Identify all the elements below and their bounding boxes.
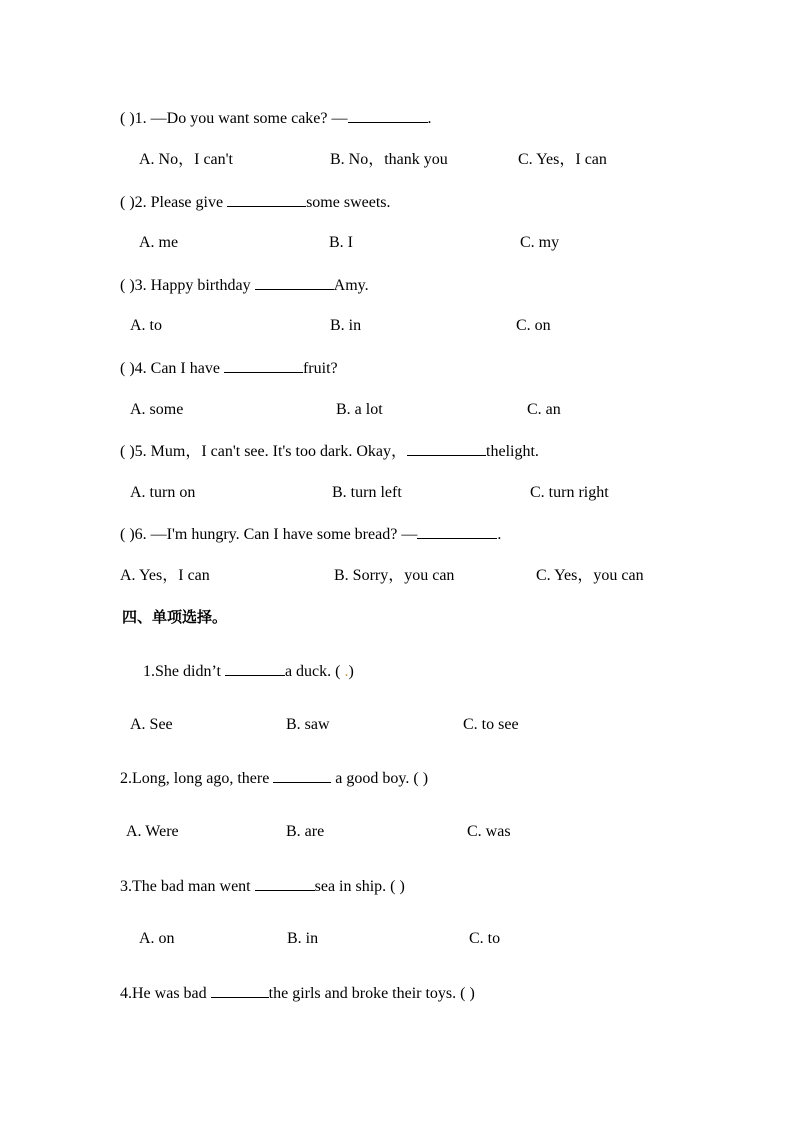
question-a5	[120, 441, 539, 462]
question-a6	[120, 524, 501, 545]
answer-blank	[227, 192, 306, 207]
question-stem-end: the girls and broke their toys. ( )	[268, 985, 475, 1002]
question-stem: 6. —I'm hungry. Can I have some bread? —	[134, 526, 418, 543]
option-a4-b: B. a lot	[336, 401, 383, 418]
option-a2-c: C. my	[520, 234, 560, 251]
option-b2-a: A. Were	[126, 823, 179, 840]
option-b2-c: C. was	[467, 823, 511, 840]
question-stem-end: thelight.	[486, 443, 539, 460]
option-b1-c: C. to see	[463, 716, 519, 733]
option-a1-b: B. No，thank you	[330, 151, 448, 168]
question-stem: 2.Long, long ago, there	[120, 770, 274, 787]
question-stem-end: .	[427, 110, 432, 127]
answer-blank	[255, 275, 334, 290]
option-a5-a: A. turn on	[130, 484, 196, 501]
question-stem: 4.He was bad	[120, 985, 211, 1002]
option-a5-b: B. turn left	[332, 484, 402, 501]
option-a3-a: A. to	[130, 317, 162, 334]
question-b4	[120, 983, 475, 1004]
answer-blank	[417, 524, 497, 539]
question-a1	[120, 108, 432, 129]
question-a4	[120, 358, 338, 379]
option-a2-b: B. I	[329, 234, 353, 251]
question-stem-end: sea in ship. ( )	[314, 878, 405, 895]
question-stem-end: fruit?	[302, 360, 338, 377]
option-a2-a: A. me	[139, 234, 179, 251]
option-b1-b: B. saw	[286, 716, 330, 733]
answer-blank	[407, 441, 486, 456]
answer-paren: ( )	[120, 360, 135, 377]
answer-paren: ( )	[120, 277, 135, 294]
answer-paren: ( )	[120, 443, 135, 460]
option-b3-c: C. to	[469, 930, 501, 947]
option-a4-a: A. some	[130, 401, 184, 418]
answer-blank	[211, 983, 269, 998]
answer-blank	[225, 661, 285, 676]
question-stem: 2. Please give	[134, 194, 228, 211]
answer-blank	[255, 876, 315, 891]
option-a3-c: C. on	[516, 317, 551, 334]
question-a3	[120, 275, 369, 296]
option-a1-c: C. Yes，I can	[518, 151, 607, 168]
option-a1-a: A. No，I can't	[139, 151, 233, 168]
question-stem-end: some sweets.	[306, 194, 391, 211]
answer-paren: ( )	[120, 110, 135, 127]
question-stem: 3.The bad man went	[120, 878, 255, 895]
option-b2-b: B. are	[286, 823, 325, 840]
answer-blank	[273, 768, 331, 783]
question-stem: 4. Can I have	[134, 360, 224, 377]
answer-blank	[224, 358, 303, 373]
question-stem-end: a good boy. ( )	[331, 770, 429, 787]
question-stem: 5. Mum，I can't see. It's too dark. Okay，	[134, 443, 408, 460]
question-stem: 1.She didn’t	[143, 663, 225, 680]
option-a4-c: C. an	[527, 401, 561, 418]
question-b2	[120, 768, 428, 789]
question-stem-end: a duck. (	[284, 663, 345, 680]
answer-paren-close: )	[348, 663, 354, 680]
question-b3	[120, 876, 405, 897]
option-b1-a: A. See	[130, 716, 173, 733]
question-a2	[120, 192, 391, 213]
question-stem-end: .	[497, 526, 502, 543]
option-a6-a: A. Yes，I can	[120, 567, 210, 584]
question-stem: 3. Happy birthday	[134, 277, 255, 294]
option-a6-c: C. Yes，you can	[536, 567, 644, 584]
option-b3-b: B. in	[287, 930, 319, 947]
answer-paren: ( )	[120, 194, 135, 211]
question-stem-end: Amy.	[333, 277, 369, 294]
section-heading: 四、单项选择。	[122, 608, 228, 626]
option-a6-b: B. Sorry，you can	[334, 567, 455, 584]
answer-mark: .	[344, 663, 349, 680]
answer-paren: ( )	[120, 526, 135, 543]
question-b1	[143, 661, 354, 682]
option-b3-a: A. on	[139, 930, 175, 947]
question-stem: 1. —Do you want some cake? —	[134, 110, 348, 127]
option-a3-b: B. in	[330, 317, 362, 334]
option-a5-c: C. turn right	[530, 484, 609, 501]
answer-blank	[348, 108, 428, 123]
